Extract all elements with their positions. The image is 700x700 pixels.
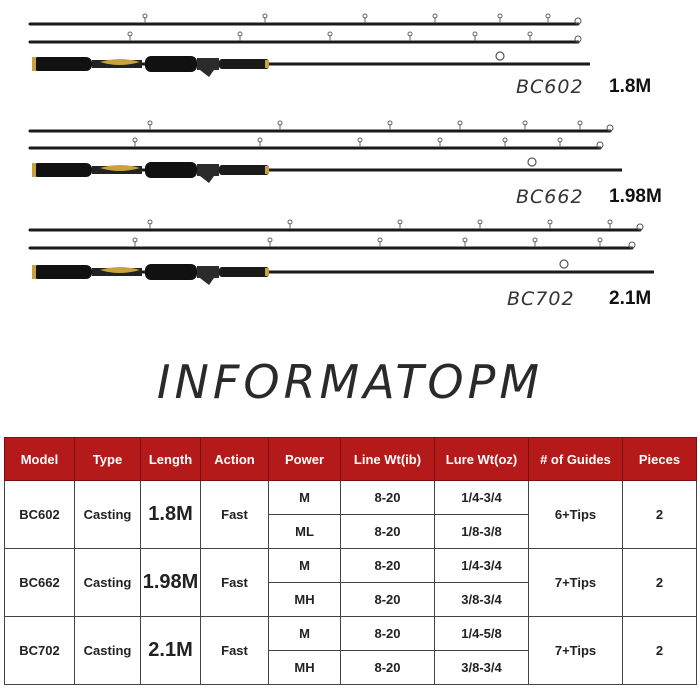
header-length: Length [141,438,201,481]
cell-length: 2.1M [141,617,201,685]
rod1-butt-reel-seat [197,58,219,70]
cell-action: Fast [201,481,269,549]
cell-power: MH [269,583,341,617]
rod3-butt-reel-seat [197,266,219,278]
cell-power: ML [269,515,341,549]
guide-icon [528,158,536,166]
rod2-butt-gold-ring [265,166,269,174]
rod1-butt-trigger [200,70,214,77]
rod2-butt-reel-seat [197,164,219,176]
rod1-butt-rear-grip [32,57,92,71]
cell-line-wt: 8-20 [341,583,435,617]
spec-table [4,437,697,685]
table-header-row [5,438,697,481]
header-guides: # of Guides [529,438,623,481]
guide-icon [496,52,504,60]
cell-pieces: 2 [623,481,697,549]
rod-length-label-3: 2.1M [609,288,652,309]
cell-line-wt: 8-20 [341,481,435,515]
cell-power: M [269,549,341,583]
rod2-butt-hood [219,165,269,175]
cell-lure-wt: 1/8-3/8 [435,515,529,549]
cell-lure-wt: 3/8-3/4 [435,583,529,617]
cell-lure-wt: 1/4-5/8 [435,617,529,651]
cell-line-wt: 8-20 [341,651,435,685]
rod-model-label-2: BC662 [516,186,584,208]
header-pieces: Pieces [623,438,697,481]
cell-power: MH [269,651,341,685]
cell-type: Casting [75,617,141,685]
cell-model: BC662 [5,549,75,617]
table-row [5,617,697,651]
cell-power: M [269,617,341,651]
cell-lure-wt: 3/8-3/4 [435,651,529,685]
rod-length-label-2: 1.98M [609,186,662,207]
rod2-butt-butt-cap [32,163,36,177]
cell-length: 1.8M [141,481,201,549]
cell-length: 1.98M [141,549,201,617]
cell-type: Casting [75,549,141,617]
header-type: Type [75,438,141,481]
cell-guides: 6+Tips [529,481,623,549]
cell-pieces: 2 [623,617,697,685]
header-power: Power [269,438,341,481]
rod-illustrations [0,0,700,320]
table-row [5,549,697,583]
rod3-butt-butt-cap [32,265,36,279]
guide-icon [560,260,568,268]
header-action: Action [201,438,269,481]
rod3-butt-gold-ring [265,268,269,276]
rod2-butt-trigger [200,176,214,183]
rod1-butt-butt-cap [32,57,36,71]
rod-model-label-3: BC702 [507,288,575,310]
cell-guides: 7+Tips [529,549,623,617]
rod1-butt-gold-ring [265,60,269,68]
cell-lure-wt: 1/4-3/4 [435,481,529,515]
cell-lure-wt: 1/4-3/4 [435,549,529,583]
cell-guides: 7+Tips [529,617,623,685]
cell-type: Casting [75,481,141,549]
rod3-butt-hood [219,267,269,277]
header-lure-wt: Lure Wt(oz) [435,438,529,481]
cell-line-wt: 8-20 [341,549,435,583]
rod1-butt-hood [219,59,269,69]
rod-model-label-1: BC602 [516,76,584,98]
cell-model: BC702 [5,617,75,685]
rod-length-label-1: 1.8M [609,76,652,97]
header-model: Model [5,438,75,481]
rod3-butt-rear-grip [32,265,92,279]
header-line-wt: Line Wt(ib) [341,438,435,481]
cell-line-wt: 8-20 [341,617,435,651]
cell-action: Fast [201,549,269,617]
rod3-butt-trigger [200,278,214,285]
cell-action: Fast [201,617,269,685]
cell-model: BC602 [5,481,75,549]
rod3-butt-fore-grip [145,264,197,280]
rod1-butt-fore-grip [145,56,197,72]
info-heading: INFORMATOPM [156,355,544,409]
cell-line-wt: 8-20 [341,515,435,549]
rod2-butt-fore-grip [145,162,197,178]
rod2-butt-rear-grip [32,163,92,177]
cell-power: M [269,481,341,515]
cell-pieces: 2 [623,549,697,617]
table-row [5,481,697,515]
